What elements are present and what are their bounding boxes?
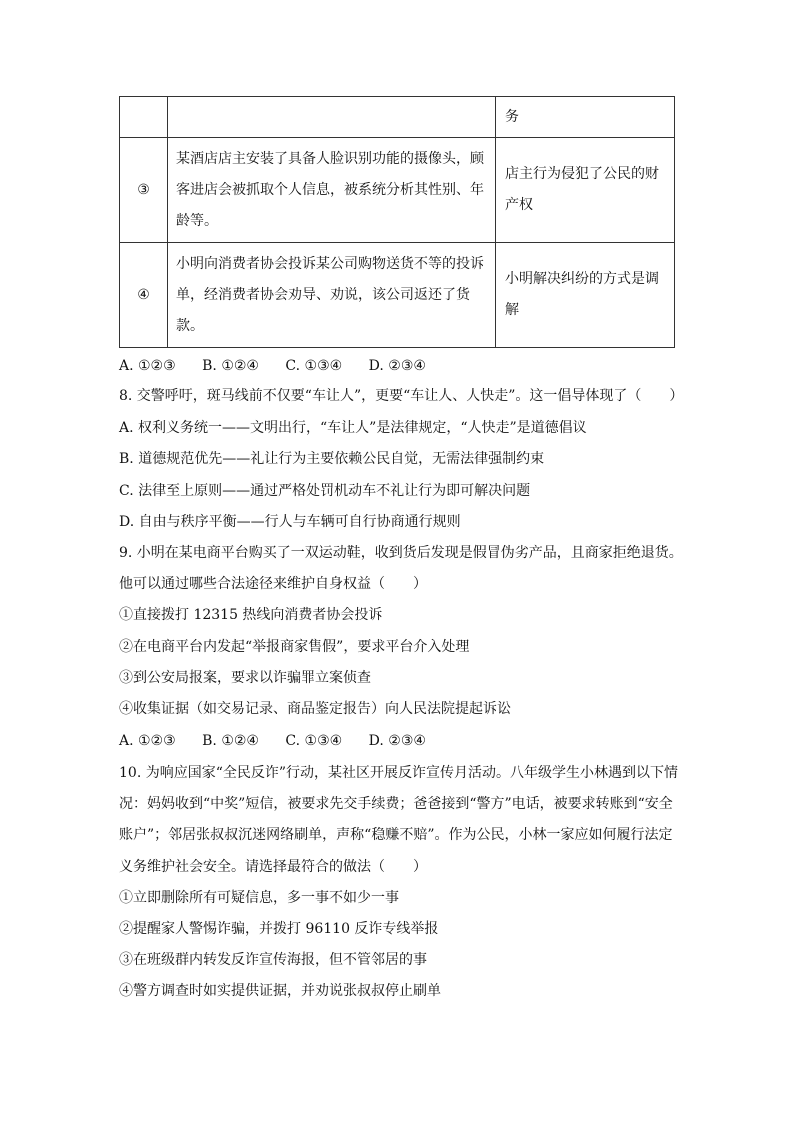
- q9-item-3: ③到公安局报案，要求以诈骗罪立案侦查: [119, 670, 371, 686]
- row-judgement: 务: [496, 97, 675, 138]
- q8-choice-a[interactable]: A. 权利义务统一——文明出行，“车让人”是法律规定，“人快走”是道德倡议: [119, 420, 587, 436]
- option-a[interactable]: A. ①②③: [119, 358, 176, 374]
- q9-stem-line1: 9. 小明在某电商平台购买了一双运动鞋，收到货后发现是假冒伪劣产品，且商家拒绝退货。: [119, 545, 683, 561]
- row-description: 小明向消费者协会投诉某公司购物送货不等的投诉单，经消费者协会劝导、劝说，该公司返还了货款。: [168, 243, 496, 348]
- table-row: [120, 138, 675, 243]
- q9-options: [119, 731, 426, 751]
- q9-item-4: ④收集证据（如交易记录、商品鉴定报告）向人民法院提起诉讼: [119, 701, 511, 717]
- q9-item-2: ②在电商平台内发起“举报商家售假”，要求平台介入处理: [119, 639, 470, 655]
- row-number: [120, 97, 168, 138]
- q10-stem-line3: 账户”；邻居张叔叔沉迷网络刷单，声称“稳赚不赔”。作为公民，小林一家应如何履行法定: [119, 827, 673, 843]
- q10-stem-line4: 义务维护社会安全。请选择最符合的做法（ ）: [119, 859, 427, 875]
- q8-stem: 8. 交警呼吁，斑马线前不仅要“车让人”，更要“车让人、人快走”。这一倡导体现了（ ）: [119, 388, 684, 404]
- option-d[interactable]: D. ②③④: [368, 733, 426, 749]
- option-b[interactable]: B. ①②④: [202, 358, 259, 374]
- q10-item-1: ①立即删除所有可疑信息，多一事不如少一事: [119, 890, 399, 906]
- q9-stem-line2: 他可以通过哪些合法途径来维护自身权益（ ）: [119, 576, 427, 592]
- row-judgement: 小明解决纠纷的方式是调解: [496, 243, 675, 348]
- option-c[interactable]: C. ①③④: [285, 358, 343, 374]
- row-judgement: 店主行为侵犯了公民的财产权: [496, 138, 675, 243]
- q8-choice-d[interactable]: D. 自由与秩序平衡——行人与车辆可自行协商通行规则: [119, 514, 461, 530]
- option-d[interactable]: D. ②③④: [368, 358, 426, 374]
- q8-choice-b[interactable]: B. 道德规范优先——礼让行为主要依赖公民自觉，无需法律强制约束: [119, 451, 545, 467]
- row-description: 某酒店店主安装了具备人脸识别功能的摄像头，顾客进店会被抓取个人信息，被系统分析其性别、年龄等。: [168, 138, 496, 243]
- q7-options: [119, 356, 426, 376]
- option-c[interactable]: C. ①③④: [285, 733, 343, 749]
- q7-judgement-table: [119, 96, 675, 348]
- table-row: [120, 97, 675, 138]
- q8-choice-c[interactable]: C. 法律至上原则——通过严格处罚机动车不礼让行为即可解决问题: [119, 483, 531, 499]
- row-number: ③: [120, 138, 168, 243]
- q10-stem-line2: 况：妈妈收到“中奖”短信，被要求先交手续费；爸爸接到“警方”电话，被要求转账到“安全: [119, 796, 673, 812]
- q10-item-2: ②提醒家人警惕诈骗，并拨打 96110 反诈专线举报: [119, 921, 439, 937]
- q10-item-3: ③在班级群内转发反诈宣传海报，但不管邻居的事: [119, 952, 427, 968]
- option-b[interactable]: B. ①②④: [202, 733, 259, 749]
- q10-item-4: ④警方调查时如实提供证据，并劝说张叔叔停止刷单: [119, 983, 441, 999]
- row-description: [168, 97, 496, 138]
- q9-item-1: ①直接拨打 12315 热线向消费者协会投诉: [119, 607, 383, 623]
- option-a[interactable]: A. ①②③: [119, 733, 176, 749]
- row-number: ④: [120, 243, 168, 348]
- q10-stem-line1: 10. 为响应国家“全民反诈”行动，某社区开展反诈宣传月活动。八年级学生小林遇到以下情: [119, 765, 679, 781]
- table-row: [120, 243, 675, 348]
